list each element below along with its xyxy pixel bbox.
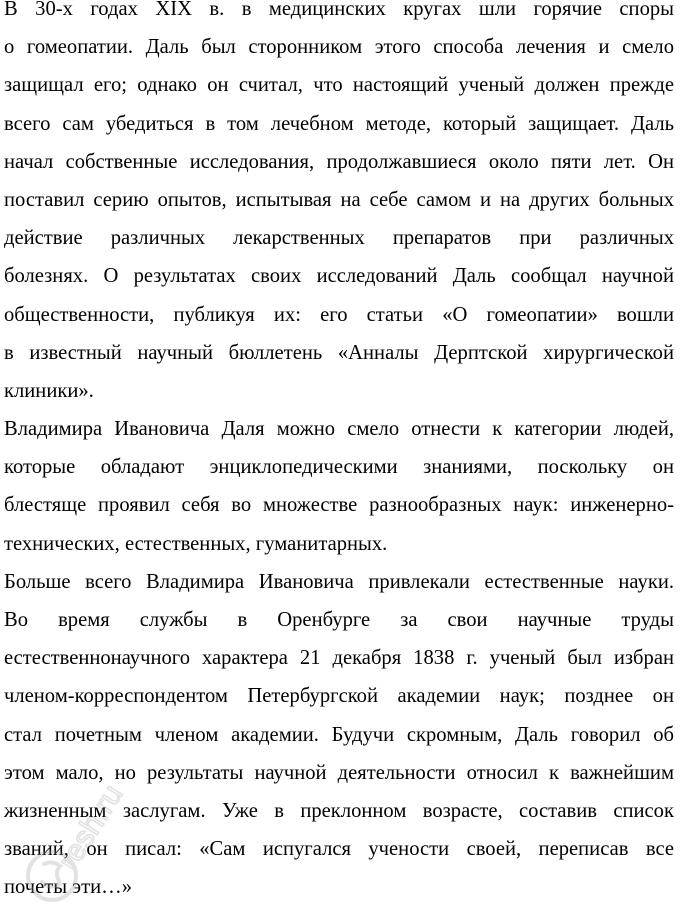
paragraph-3 [0, 570, 680, 917]
text-line: которые обладают энциклопедическими знаниями, поскольку он [4, 456, 674, 479]
svg-text:resh.ru: resh.ru [51, 779, 130, 876]
text-line: о гомеопатии. Даль был сторонником этого способа лечения и смело [4, 36, 674, 59]
text-line: начал собственные исследования, продолжавшиеся около пяти лет. Он [4, 150, 674, 173]
paragraph-1 [0, 0, 680, 420]
text-line: Больше всего Владимира Ивановича привлекали естественные науки. [4, 570, 674, 593]
text-line: действие различных лекарственных препаратов при различных [4, 227, 674, 250]
text-line: Во время службы в Оренбурге за свои научные труды [4, 609, 674, 631]
text-line: стал почетным членом академии. Будучи скромным, Даль говорил об [4, 723, 674, 746]
text-line: клиники». [4, 379, 94, 402]
text-line: В 30-х годах XIX в. в медицинских кругах шли горячие споры [4, 0, 674, 20]
text-line: всего сам убедиться в том лечебном методе, который защищает. Даль [4, 112, 674, 135]
text-line: в известный научный бюллетень «Анналы Дерптской хирургической [4, 341, 674, 364]
text-line: болезнях. О результатах своих исследований Даль сообщал научной [4, 265, 674, 288]
paragraph-2 [0, 420, 680, 573]
text-line: защищал его; однако он считал, что настоящий ученый должен прежде [4, 74, 674, 97]
text-line: естественнонаучного характера 21 декабря 1838 г. ученый был избран [4, 647, 674, 670]
text-line: членом-корреспондентом Петербургской академии наук; позднее он [4, 685, 674, 708]
text-line: общественности, публикуя их: его статьи «О гомеопатии» вошли [4, 303, 674, 326]
text-line: почеты эти…» [4, 876, 133, 899]
text-line: жизненным заслугам. Уже в преклонном возрасте, составив список [4, 799, 674, 822]
text-line: этом мало, но результаты научной деятельности относил к важнейшим [4, 761, 674, 784]
text-line: Владимира Ивановича Даля можно смело отнести к категории людей, [4, 418, 674, 441]
text-line: блестяще проявил себя во множестве разнообразных наук: инженерно- [4, 494, 674, 517]
text-line: поставил серию опытов, испытывая на себе самом и на других больных [4, 188, 674, 211]
text-line: технических, естественных, гуманитарных. [4, 532, 388, 555]
text-line: званий, он писал: «Сам испугался учености своей, переписав все [4, 838, 674, 861]
